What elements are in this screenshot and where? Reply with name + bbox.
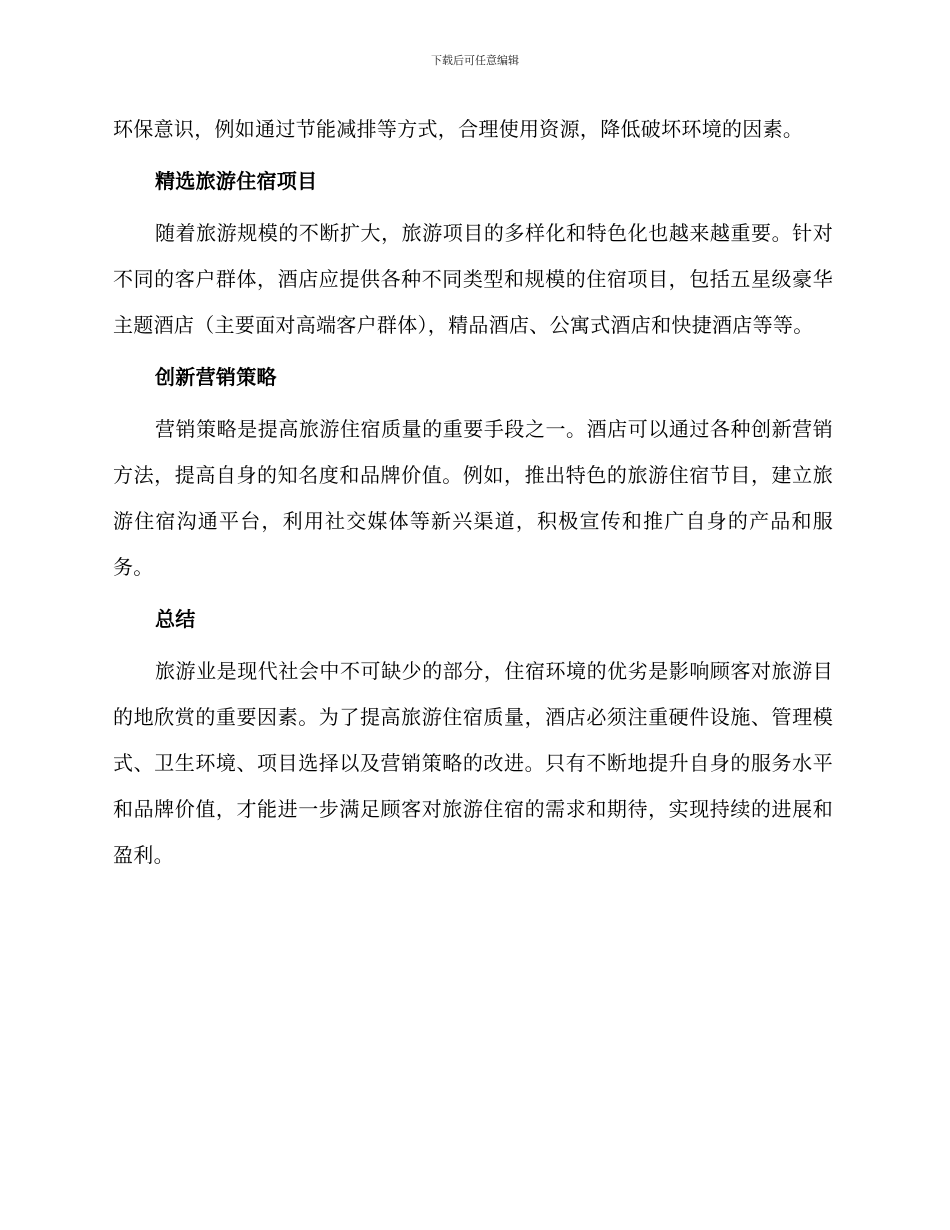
summary-paragraph: 旅游业是现代社会中不可缺少的部分，住宿环境的优劣是影响顾客对旅游目的地欣赏的重要因素。为了提高旅游住宿质量，酒店必须注重硬件设施、管理模式、卫生环境、项目选择以及营销策略的改进。只有不断地提升自身的服务水平和品牌价值，才能进一步满足顾客对旅游住宿的需求和期待，实现持续的进展和盈利。 (113, 659, 833, 867)
document-body (113, 106, 833, 878)
section-heading-marketing: 创新营销策略 (155, 365, 277, 389)
marketing-paragraph: 营销策略是提高旅游住宿质量的重要手段之一。酒店可以通过各种创新营销方法，提高自身的知名度和品牌价值。例如，推出特色的旅游住宿节目，建立旅游住宿沟通平台，利用社交媒体等新兴渠道，积极宣传和推广自身的产品和服务。 (113, 417, 833, 579)
page-header: 下载后可任意编辑 (431, 54, 519, 67)
intro-paragraph: 环保意识，例如通过节能减排等方式，合理使用资源，降低破坏环境的因素。 (113, 117, 804, 141)
accommodation-paragraph: 随着旅游规模的不断扩大，旅游项目的多样化和特色化也越来越重要。针对不同的客户群体，酒店应提供各种不同类型和规模的住宿项目，包括五星级豪华主题酒店（主要面对高端客户群体），精品酒店、公寓式酒店和快捷酒店等等。 (113, 221, 833, 337)
section-heading-summary: 总结 (155, 607, 196, 631)
section-heading-accommodation: 精选旅游住宿项目 (155, 169, 318, 193)
